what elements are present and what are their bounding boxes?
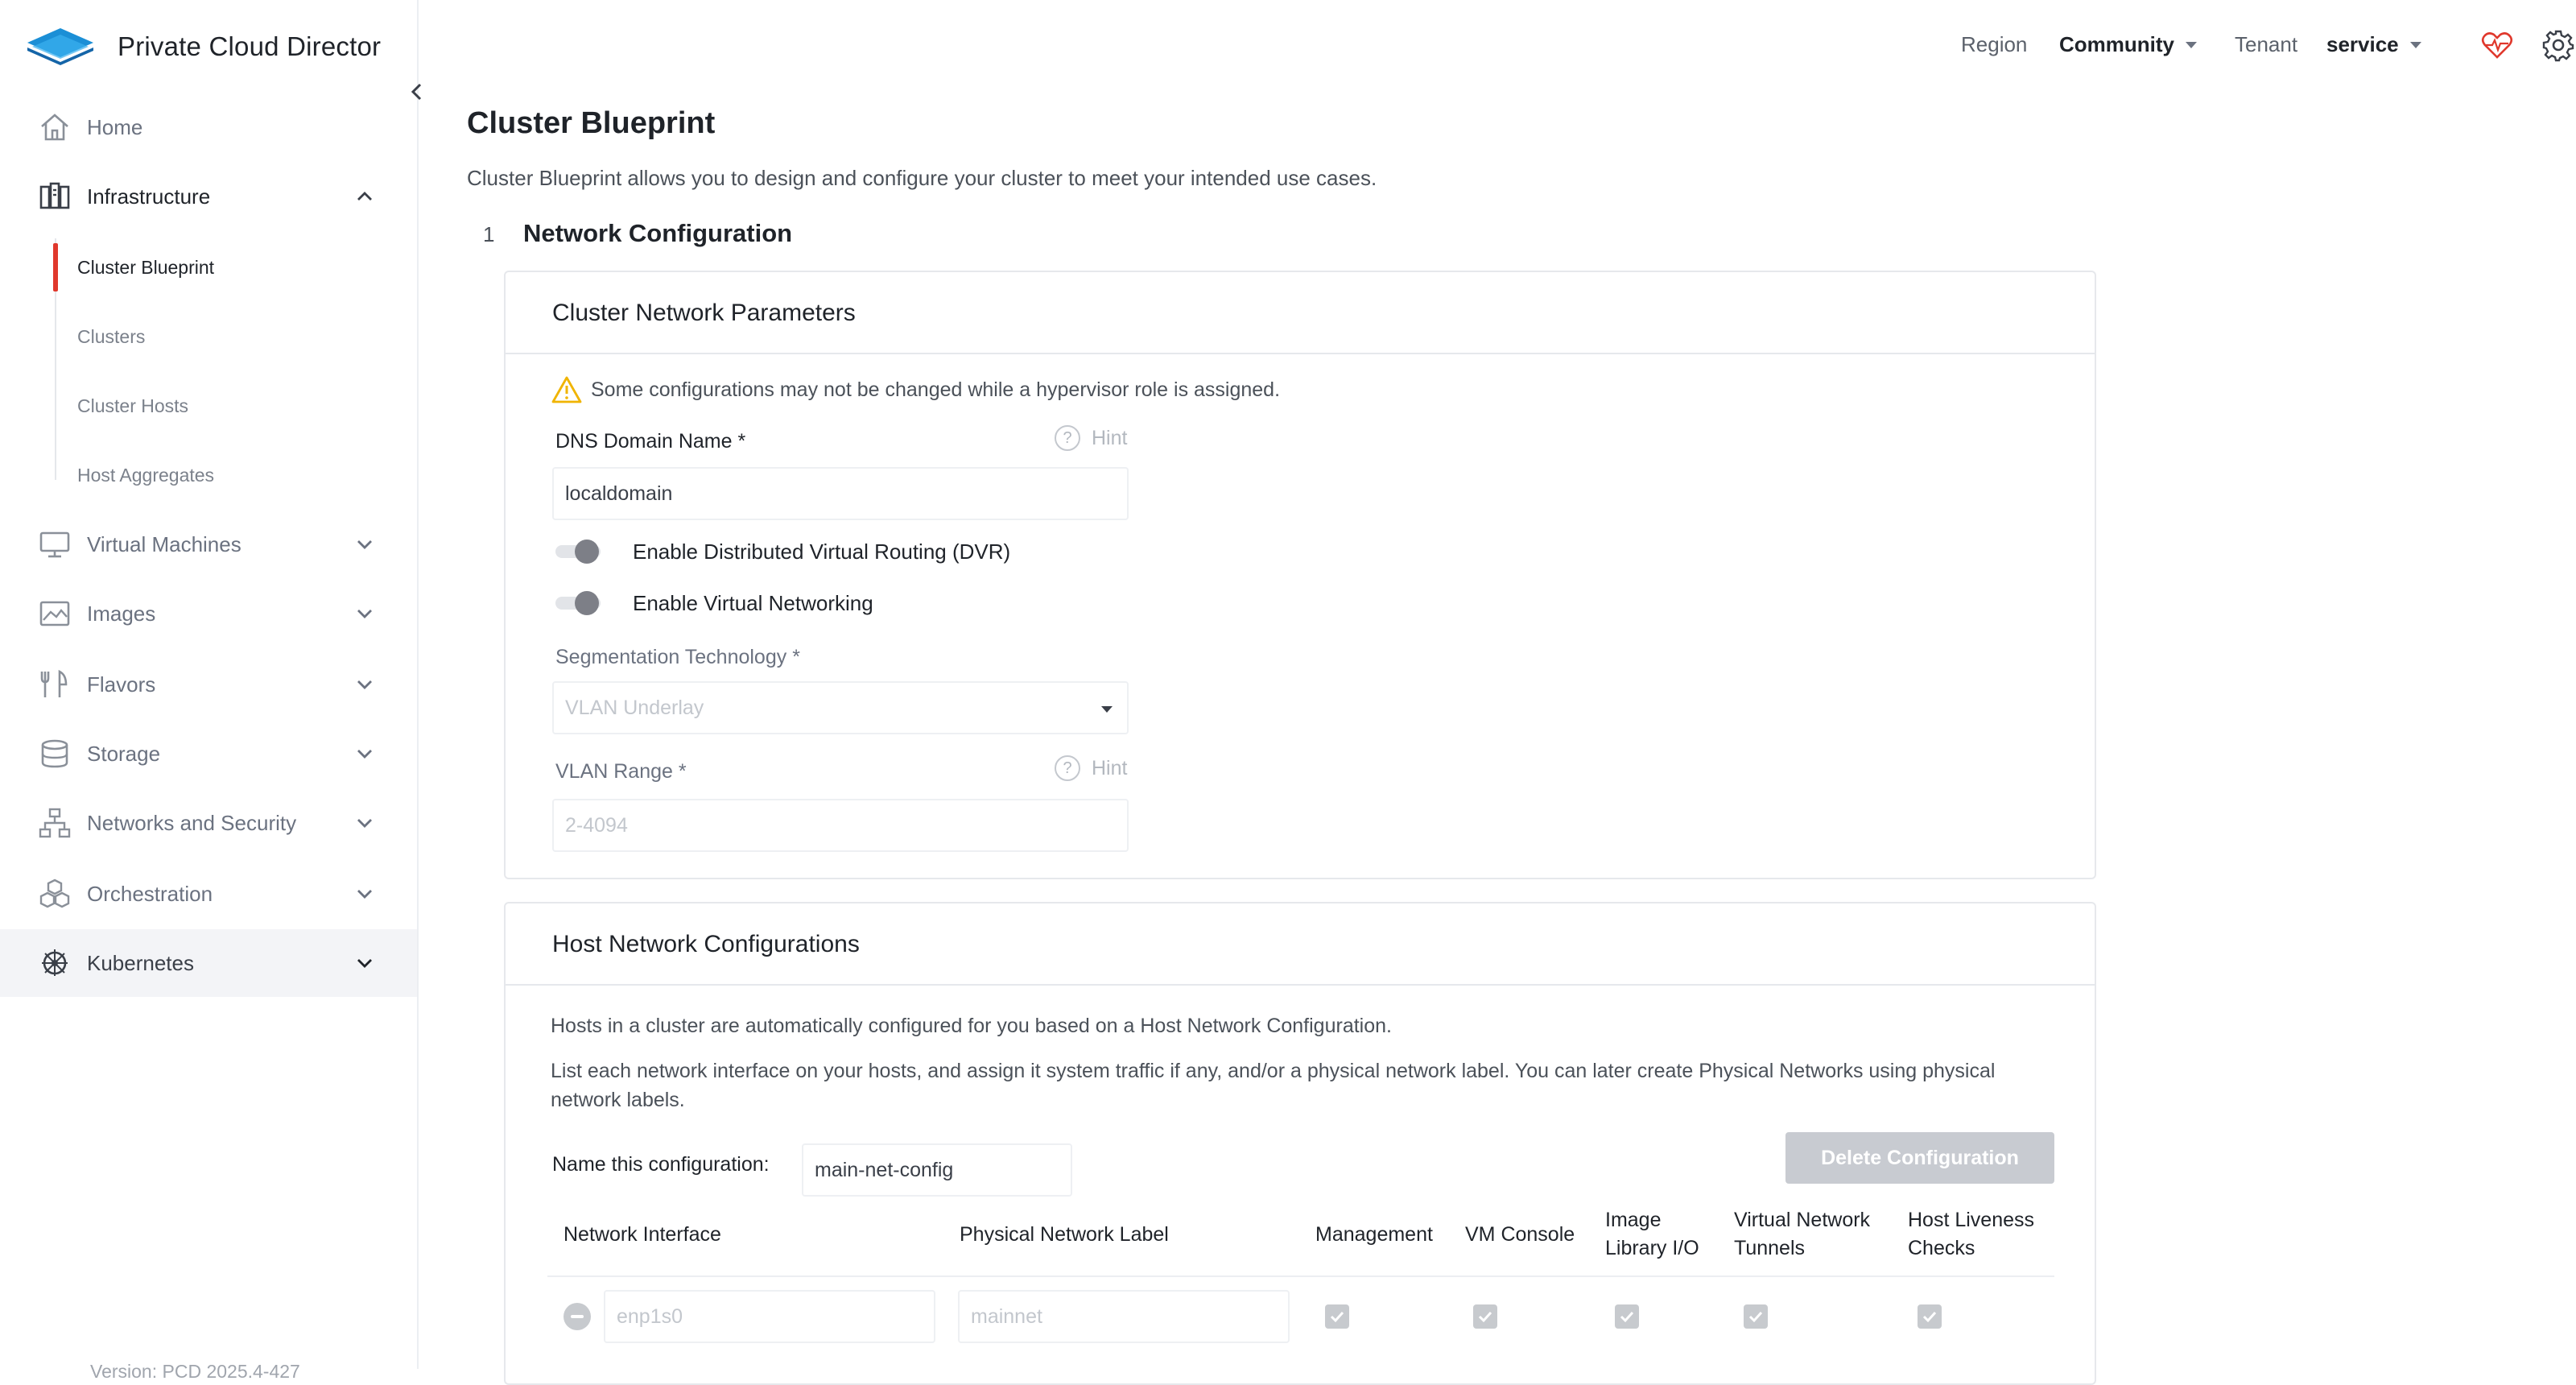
brand[interactable] — [24, 23, 381, 71]
vlan-range-label: VLAN Range * — [555, 760, 687, 783]
column-header-host-liveness: Host Liveness Checks — [1908, 1209, 2035, 1259]
infrastructure-icon — [37, 179, 72, 214]
host-liveness-checkbox[interactable] — [1918, 1304, 1942, 1329]
monitor-icon — [37, 527, 72, 562]
column-header-vm-console: VM Console — [1465, 1223, 1575, 1246]
sidebar — [0, 0, 419, 1382]
region-selector[interactable] — [2059, 32, 2197, 57]
brand-logo-icon — [24, 27, 97, 67]
segmentation-value: VLAN Underlay — [565, 696, 704, 719]
sidebar-subitem-cluster-hosts[interactable] — [55, 382, 409, 430]
version-label: Version: PCD 2025.4-427 — [90, 1361, 300, 1382]
card-header — [506, 272, 2095, 354]
sidebar-item-images[interactable] — [0, 580, 417, 647]
sidebar-item-label: Home — [87, 114, 143, 139]
cluster-network-card — [504, 271, 2096, 879]
step-title: Network Configuration — [523, 219, 793, 247]
sidebar-item-flavors[interactable] — [0, 651, 417, 718]
chevron-up-icon — [351, 183, 378, 210]
caret-down-icon — [2186, 42, 2197, 48]
orchestration-icon — [37, 876, 72, 912]
sidebar-item-label: Images — [87, 601, 156, 626]
region-label: Region — [1961, 32, 2028, 56]
chevron-down-icon — [351, 671, 378, 698]
settings-icon[interactable] — [2541, 27, 2576, 63]
tenant-selector[interactable] — [2326, 32, 2421, 57]
card-title: Cluster Network Parameters — [552, 300, 856, 326]
help-icon: ? — [1055, 425, 1080, 451]
column-header-image-library: Image Library I/O — [1605, 1209, 1699, 1259]
sidebar-item-home[interactable] — [0, 93, 417, 161]
flavors-icon — [37, 667, 72, 702]
config-name-input[interactable]: main-net-config — [802, 1143, 1072, 1197]
network-interface-input: enp1s0 — [604, 1290, 935, 1343]
region-value: Community — [2059, 32, 2174, 56]
physical-network-label-input: mainnet — [958, 1290, 1290, 1343]
warning-icon — [551, 375, 583, 404]
dvr-toggle[interactable] — [555, 538, 604, 565]
page-title: Cluster Blueprint — [467, 106, 716, 140]
sidebar-item-orchestration[interactable] — [0, 860, 417, 928]
warning-text: Some configurations may not be changed while a hypervisor role is assigned. — [591, 378, 1281, 401]
sidebar-item-label: Storage — [87, 741, 161, 766]
sidebar-item-virtual-machines[interactable] — [0, 511, 417, 578]
sidebar-item-label: Networks and Security — [87, 810, 297, 835]
sidebar-subitem-label: Clusters — [77, 325, 146, 347]
sidebar-item-label: Virtual Machines — [87, 531, 242, 556]
host-network-instructions: List each network interface on your hosts, and assign it system traffic if any, and/or a physical network label. You can later create Physical Networks using physical network labels. — [551, 1060, 1996, 1111]
segmentation-select — [552, 681, 1129, 734]
sidebar-subitem-host-aggregates[interactable] — [55, 451, 409, 499]
sidebar-subitem-clusters[interactable] — [55, 312, 409, 361]
caret-down-icon — [2410, 42, 2421, 48]
delete-configuration-button[interactable]: Delete Configuration — [1785, 1132, 2054, 1184]
image-library-checkbox[interactable] — [1615, 1304, 1639, 1329]
virtual-networking-toggle[interactable] — [555, 589, 604, 617]
chevron-down-icon — [351, 880, 378, 907]
chevron-down-icon — [351, 600, 378, 627]
dns-domain-label: DNS Domain Name * — [555, 430, 746, 453]
config-name-label: Name this configuration: — [552, 1153, 770, 1176]
sidebar-item-networks-and-security[interactable] — [0, 789, 417, 857]
sidebar-item-label: Orchestration — [87, 881, 213, 906]
dvr-toggle-label: Enable Distributed Virtual Routing (DVR) — [633, 540, 1011, 564]
sidebar-item-kubernetes[interactable] — [0, 929, 417, 997]
health-icon[interactable] — [2479, 27, 2515, 63]
sidebar-item-storage[interactable] — [0, 720, 417, 788]
vm-console-checkbox[interactable] — [1473, 1304, 1497, 1329]
storage-icon — [37, 736, 72, 771]
home-icon — [37, 110, 72, 145]
chevron-down-icon — [351, 740, 378, 767]
card-title: Host Network Configurations — [552, 931, 860, 957]
sidebar-subitem-cluster-blueprint[interactable] — [55, 243, 409, 291]
toggle-knob — [575, 591, 599, 615]
help-icon: ? — [1055, 755, 1080, 781]
sidebar-subitem-label: Cluster Blueprint — [77, 256, 215, 278]
dns-hint[interactable] — [1055, 425, 1127, 451]
virtual-network-tunnels-checkbox[interactable] — [1744, 1304, 1768, 1329]
segmentation-label: Segmentation Technology * — [555, 646, 800, 668]
chevron-down-icon — [351, 809, 378, 837]
column-header-network-interface: Network Interface — [564, 1223, 721, 1246]
topbar — [419, 0, 2576, 89]
chevron-down-icon — [351, 531, 378, 558]
vlan-range-input: 2-4094 — [552, 799, 1129, 852]
vlan-hint[interactable] — [1055, 755, 1127, 781]
sidebar-subitem-label: Cluster Hosts — [77, 395, 189, 416]
virtual-networking-toggle-label: Enable Virtual Networking — [633, 591, 873, 615]
sidebar-subitem-label: Host Aggregates — [77, 464, 215, 486]
dns-domain-input[interactable]: localdomain — [552, 467, 1129, 520]
sidebar-item-label: Kubernetes — [87, 950, 194, 975]
host-network-intro: Hosts in a cluster are automatically configured for you based on a Host Network Configuration. — [551, 1015, 1392, 1037]
card-header — [506, 903, 2095, 986]
toggle-knob — [575, 540, 599, 564]
network-icon — [37, 805, 72, 841]
sidebar-item-infrastructure[interactable] — [0, 163, 417, 230]
column-header-management: Management — [1315, 1223, 1433, 1246]
sidebar-item-label: Infrastructure — [87, 184, 211, 209]
column-header-physical-network-label: Physical Network Label — [960, 1223, 1169, 1246]
image-icon — [37, 596, 72, 631]
sidebar-item-label: Flavors — [87, 672, 156, 697]
page-description: Cluster Blueprint allows you to design and configure your cluster to meet your intended use cases. — [467, 166, 1377, 190]
management-checkbox[interactable] — [1325, 1304, 1349, 1329]
table-header-divider — [547, 1275, 2054, 1277]
app-name: Private Cloud Director — [118, 31, 382, 61]
hint-label: Hint — [1092, 426, 1128, 449]
step-number: 1 — [483, 222, 495, 246]
warning-banner — [551, 375, 1280, 404]
caret-down-icon — [1101, 706, 1113, 713]
kubernetes-icon — [37, 945, 72, 981]
tenant-label: Tenant — [2235, 32, 2298, 56]
chevron-down-icon — [351, 949, 378, 977]
remove-row-icon[interactable] — [564, 1303, 591, 1330]
tenant-value: service — [2326, 32, 2399, 56]
hint-label: Hint — [1092, 756, 1128, 779]
column-header-virtual-network-tunnels: Virtual Network Tunnels — [1734, 1209, 1871, 1259]
